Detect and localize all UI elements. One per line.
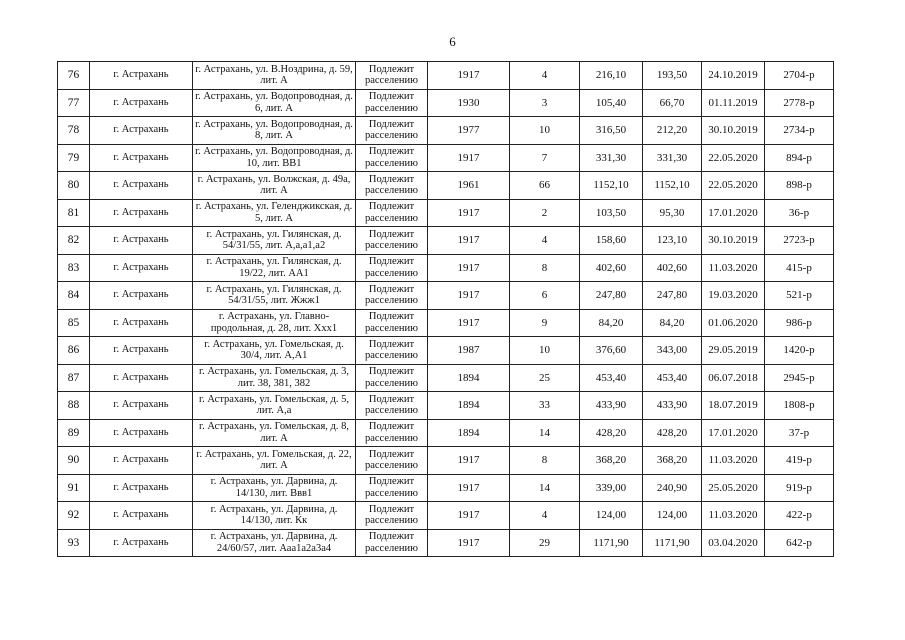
total-area-cell: 216,10: [580, 62, 643, 90]
living-area-cell: 124,00: [643, 502, 702, 530]
living-area-cell: 453,40: [643, 364, 702, 392]
residents-count-cell: 33: [510, 392, 580, 420]
living-area-cell: 331,30: [643, 144, 702, 172]
date-cell: 01.11.2019: [702, 89, 765, 117]
date-cell: 17.01.2020: [702, 419, 765, 447]
residents-count-cell: 14: [510, 419, 580, 447]
city-cell: г. Астрахань: [90, 337, 193, 365]
living-area-cell: 240,90: [643, 474, 702, 502]
status-cell: Подлежит расселению: [356, 364, 428, 392]
year-cell: 1917: [428, 529, 510, 557]
total-area-cell: 124,00: [580, 502, 643, 530]
year-cell: 1917: [428, 282, 510, 310]
living-area-cell: 428,20: [643, 419, 702, 447]
year-cell: 1894: [428, 419, 510, 447]
row-number: 82: [58, 227, 90, 255]
date-cell: 06.07.2018: [702, 364, 765, 392]
living-area-cell: 1152,10: [643, 172, 702, 200]
total-area-cell: 105,40: [580, 89, 643, 117]
city-cell: г. Астрахань: [90, 529, 193, 557]
row-number: 93: [58, 529, 90, 557]
order-number-cell: 521-р: [765, 282, 834, 310]
residents-count-cell: 4: [510, 62, 580, 90]
living-area-cell: 433,90: [643, 392, 702, 420]
address-cell: г. Астрахань, ул. Гилянская, д. 19/22, лит. АА1: [193, 254, 356, 282]
table-row: [58, 199, 834, 227]
residents-count-cell: 8: [510, 254, 580, 282]
status-cell: Подлежит расселению: [356, 502, 428, 530]
table-row: [58, 474, 834, 502]
table-row: [58, 392, 834, 420]
order-number-cell: 419-р: [765, 447, 834, 475]
order-number-cell: 898-р: [765, 172, 834, 200]
residents-count-cell: 2: [510, 199, 580, 227]
residents-count-cell: 9: [510, 309, 580, 337]
address-cell: г. Астрахань, ул. В.Ноздрина, д. 59, лит. А: [193, 62, 356, 90]
city-cell: г. Астрахань: [90, 227, 193, 255]
date-cell: 03.04.2020: [702, 529, 765, 557]
address-cell: г. Астрахань, ул. Гилянская, д. 54/31/55, лит. А,а,а1,а2: [193, 227, 356, 255]
address-cell: г. Астрахань, ул. Водопроводная, д. 10, лит. ВВ1: [193, 144, 356, 172]
address-cell: г. Астрахань, ул. Гомельская, д. 30/4, лит. А,А1: [193, 337, 356, 365]
address-cell: г. Астрахань, ул. Геленджикская, д. 5, лит. А: [193, 199, 356, 227]
date-cell: 30.10.2019: [702, 227, 765, 255]
order-number-cell: 1420-р: [765, 337, 834, 365]
status-cell: Подлежит расселению: [356, 419, 428, 447]
address-cell: г. Астрахань, ул. Водопроводная, д. 8, лит. А: [193, 117, 356, 145]
residents-count-cell: 25: [510, 364, 580, 392]
living-area-cell: 247,80: [643, 282, 702, 310]
year-cell: 1917: [428, 254, 510, 282]
total-area-cell: 331,30: [580, 144, 643, 172]
date-cell: 22.05.2020: [702, 172, 765, 200]
city-cell: г. Астрахань: [90, 282, 193, 310]
living-area-cell: 1171,90: [643, 529, 702, 557]
table-row: [58, 172, 834, 200]
residents-count-cell: 7: [510, 144, 580, 172]
living-area-cell: 402,60: [643, 254, 702, 282]
status-cell: Подлежит расселению: [356, 117, 428, 145]
row-number: 86: [58, 337, 90, 365]
order-number-cell: 415-р: [765, 254, 834, 282]
table-row: [58, 364, 834, 392]
date-cell: 11.03.2020: [702, 447, 765, 475]
residents-count-cell: 10: [510, 117, 580, 145]
table-row: [58, 62, 834, 90]
residents-count-cell: 14: [510, 474, 580, 502]
address-cell: г. Астрахань, ул. Главно-продольная, д. 28, лит. Ххх1: [193, 309, 356, 337]
living-area-cell: 343,00: [643, 337, 702, 365]
total-area-cell: 453,40: [580, 364, 643, 392]
residents-count-cell: 4: [510, 227, 580, 255]
city-cell: г. Астрахань: [90, 309, 193, 337]
address-cell: г. Астрахань, ул. Гомельская, д. 3, лит. 38, 381, 382: [193, 364, 356, 392]
date-cell: 17.01.2020: [702, 199, 765, 227]
page-number: 6: [449, 34, 456, 49]
total-area-cell: 1171,90: [580, 529, 643, 557]
total-area-cell: 103,50: [580, 199, 643, 227]
year-cell: 1917: [428, 62, 510, 90]
date-cell: 18.07.2019: [702, 392, 765, 420]
row-number: 92: [58, 502, 90, 530]
total-area-cell: 158,60: [580, 227, 643, 255]
status-cell: Подлежит расселению: [356, 199, 428, 227]
total-area-cell: 402,60: [580, 254, 643, 282]
total-area-cell: 316,50: [580, 117, 643, 145]
order-number-cell: 2704-р: [765, 62, 834, 90]
table-row: [58, 309, 834, 337]
residents-count-cell: 4: [510, 502, 580, 530]
row-number: 79: [58, 144, 90, 172]
date-cell: 19.03.2020: [702, 282, 765, 310]
city-cell: г. Астрахань: [90, 89, 193, 117]
table-row: [58, 227, 834, 255]
housing-table: [57, 61, 834, 557]
order-number-cell: 37-р: [765, 419, 834, 447]
address-cell: г. Астрахань, ул. Дарвина, д. 14/130, лит. Ввв1: [193, 474, 356, 502]
city-cell: г. Астрахань: [90, 254, 193, 282]
date-cell: 01.06.2020: [702, 309, 765, 337]
table-row: [58, 529, 834, 557]
status-cell: Подлежит расселению: [356, 529, 428, 557]
year-cell: 1977: [428, 117, 510, 145]
date-cell: 11.03.2020: [702, 502, 765, 530]
order-number-cell: 986-р: [765, 309, 834, 337]
address-cell: г. Астрахань, ул. Гилянская, д. 54/31/55, лит. Жжж1: [193, 282, 356, 310]
row-number: 87: [58, 364, 90, 392]
address-cell: г. Астрахань, ул. Гомельская, д. 5, лит. А,а: [193, 392, 356, 420]
table-row: [58, 419, 834, 447]
status-cell: Подлежит расселению: [356, 337, 428, 365]
order-number-cell: 2945-р: [765, 364, 834, 392]
address-cell: г. Астрахань, ул. Гомельская, д. 8, лит. А: [193, 419, 356, 447]
living-area-cell: 368,20: [643, 447, 702, 475]
residents-count-cell: 3: [510, 89, 580, 117]
table-row: [58, 117, 834, 145]
city-cell: г. Астрахань: [90, 364, 193, 392]
total-area-cell: 339,00: [580, 474, 643, 502]
year-cell: 1917: [428, 144, 510, 172]
row-number: 84: [58, 282, 90, 310]
city-cell: г. Астрахань: [90, 199, 193, 227]
year-cell: 1917: [428, 227, 510, 255]
living-area-cell: 123,10: [643, 227, 702, 255]
order-number-cell: 919-р: [765, 474, 834, 502]
table-row: [58, 447, 834, 475]
order-number-cell: 642-р: [765, 529, 834, 557]
row-number: 77: [58, 89, 90, 117]
order-number-cell: 36-р: [765, 199, 834, 227]
city-cell: г. Астрахань: [90, 474, 193, 502]
table-row: [58, 254, 834, 282]
row-number: 91: [58, 474, 90, 502]
row-number: 88: [58, 392, 90, 420]
address-cell: г. Астрахань, ул. Дарвина, д. 24/60/57, лит. Ааа1а2а3а4: [193, 529, 356, 557]
status-cell: Подлежит расселению: [356, 447, 428, 475]
residents-count-cell: 8: [510, 447, 580, 475]
order-number-cell: 422-р: [765, 502, 834, 530]
row-number: 90: [58, 447, 90, 475]
date-cell: 30.10.2019: [702, 117, 765, 145]
total-area-cell: 247,80: [580, 282, 643, 310]
status-cell: Подлежит расселению: [356, 227, 428, 255]
total-area-cell: 1152,10: [580, 172, 643, 200]
date-cell: 24.10.2019: [702, 62, 765, 90]
status-cell: Подлежит расселению: [356, 62, 428, 90]
living-area-cell: 84,20: [643, 309, 702, 337]
residents-count-cell: 66: [510, 172, 580, 200]
total-area-cell: 433,90: [580, 392, 643, 420]
city-cell: г. Астрахань: [90, 62, 193, 90]
city-cell: г. Астрахань: [90, 172, 193, 200]
city-cell: г. Астрахань: [90, 117, 193, 145]
year-cell: 1894: [428, 392, 510, 420]
address-cell: г. Астрахань, ул. Волжская, д. 49а, лит. А: [193, 172, 356, 200]
table-row: [58, 502, 834, 530]
total-area-cell: 428,20: [580, 419, 643, 447]
living-area-cell: 212,20: [643, 117, 702, 145]
living-area-cell: 66,70: [643, 89, 702, 117]
city-cell: г. Астрахань: [90, 392, 193, 420]
year-cell: 1930: [428, 89, 510, 117]
residents-count-cell: 10: [510, 337, 580, 365]
city-cell: г. Астрахань: [90, 502, 193, 530]
status-cell: Подлежит расселению: [356, 254, 428, 282]
residents-count-cell: 6: [510, 282, 580, 310]
total-area-cell: 376,60: [580, 337, 643, 365]
order-number-cell: 2778-р: [765, 89, 834, 117]
date-cell: 22.05.2020: [702, 144, 765, 172]
status-cell: Подлежит расселению: [356, 89, 428, 117]
status-cell: Подлежит расселению: [356, 172, 428, 200]
status-cell: Подлежит расселению: [356, 392, 428, 420]
row-number: 80: [58, 172, 90, 200]
table-row: [58, 144, 834, 172]
status-cell: Подлежит расселению: [356, 144, 428, 172]
year-cell: 1917: [428, 474, 510, 502]
date-cell: 11.03.2020: [702, 254, 765, 282]
table-row: [58, 282, 834, 310]
living-area-cell: 95,30: [643, 199, 702, 227]
row-number: 81: [58, 199, 90, 227]
year-cell: 1917: [428, 502, 510, 530]
date-cell: 29.05.2019: [702, 337, 765, 365]
city-cell: г. Астрахань: [90, 447, 193, 475]
year-cell: 1917: [428, 447, 510, 475]
city-cell: г. Астрахань: [90, 144, 193, 172]
year-cell: 1961: [428, 172, 510, 200]
total-area-cell: 368,20: [580, 447, 643, 475]
row-number: 85: [58, 309, 90, 337]
order-number-cell: 1808-р: [765, 392, 834, 420]
status-cell: Подлежит расселению: [356, 474, 428, 502]
year-cell: 1987: [428, 337, 510, 365]
row-number: 78: [58, 117, 90, 145]
living-area-cell: 193,50: [643, 62, 702, 90]
year-cell: 1894: [428, 364, 510, 392]
row-number: 83: [58, 254, 90, 282]
address-cell: г. Астрахань, ул. Водопроводная, д. 6, лит. А: [193, 89, 356, 117]
status-cell: Подлежит расселению: [356, 282, 428, 310]
date-cell: 25.05.2020: [702, 474, 765, 502]
address-cell: г. Астрахань, ул. Дарвина, д. 14/130, лит. Кк: [193, 502, 356, 530]
year-cell: 1917: [428, 199, 510, 227]
order-number-cell: 2734-р: [765, 117, 834, 145]
table-row: [58, 337, 834, 365]
city-cell: г. Астрахань: [90, 419, 193, 447]
year-cell: 1917: [428, 309, 510, 337]
status-cell: Подлежит расселению: [356, 309, 428, 337]
order-number-cell: 2723-р: [765, 227, 834, 255]
address-cell: г. Астрахань, ул. Гомельская, д. 22, лит. А: [193, 447, 356, 475]
residents-count-cell: 29: [510, 529, 580, 557]
row-number: 76: [58, 62, 90, 90]
table-row: [58, 89, 834, 117]
order-number-cell: 894-р: [765, 144, 834, 172]
total-area-cell: 84,20: [580, 309, 643, 337]
row-number: 89: [58, 419, 90, 447]
